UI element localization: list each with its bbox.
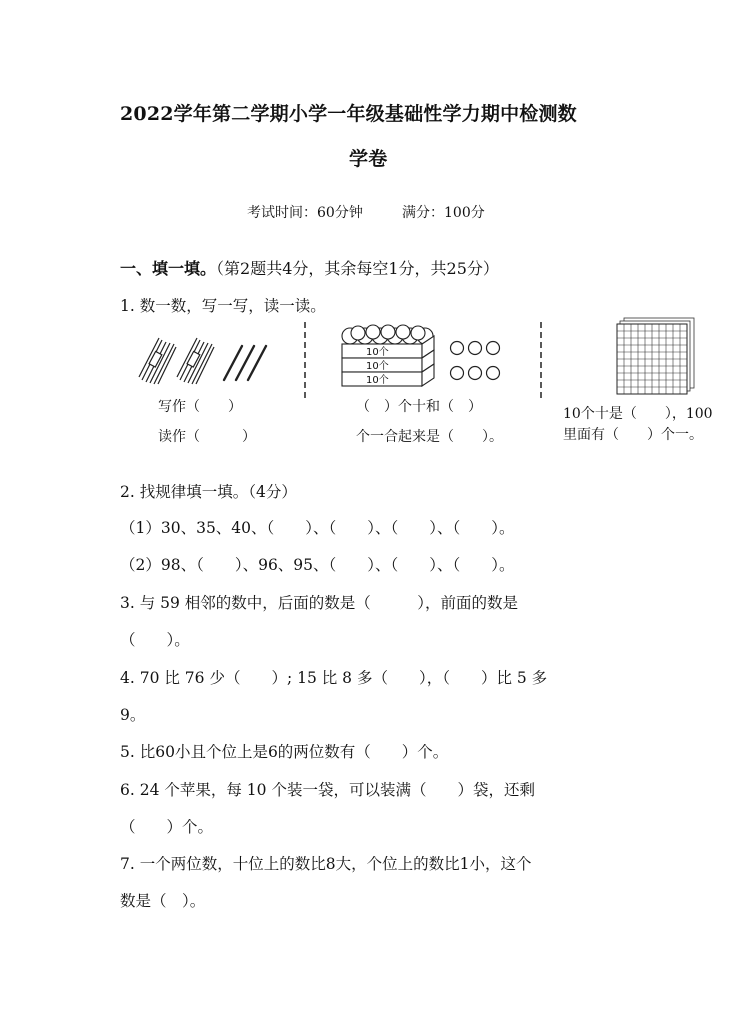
q7-line-2: 数是（ ）。 xyxy=(120,892,206,910)
box-label-3: 10个 xyxy=(366,375,389,386)
q1-read-label: 读作（ ） xyxy=(158,429,256,445)
stick-bundles-figure xyxy=(136,334,276,390)
stick-bundle-1 xyxy=(139,338,176,384)
single-sticks xyxy=(224,346,266,380)
q2-prompt: 2. 找规律填一填。（4分） xyxy=(120,483,297,501)
hundred-grid-figure xyxy=(614,316,696,396)
q2-item-2: （2）98、（ ）、96、95、（ ）、（ ）、（ ）。 xyxy=(120,556,515,574)
full-score: 满分：100分 xyxy=(402,205,485,221)
divider-dashed-1 xyxy=(302,322,308,398)
q3-line-1: 3. 与 59 相邻的数中，后面的数是（ ），前面的数是 xyxy=(120,594,519,612)
title-line-1: 2022学年第二学期小学一年级基础性学力期中检测数 xyxy=(120,103,577,125)
section-1-title: 一、填一填。 xyxy=(120,259,217,278)
q4-line-1: 4. 70 比 76 少（ ）; 15 比 8 多（ ），（ ）比 5 多 xyxy=(120,669,548,687)
section-1-heading xyxy=(120,256,499,279)
box-label-2: 10个 xyxy=(366,361,389,372)
stick-bundle-2 xyxy=(177,338,214,384)
section-1-note: （第2题共4分，其余每空1分，共25分） xyxy=(216,259,499,278)
q6-line-1: 6. 24 个苹果，每 10 个装一袋，可以装满（ ）袋，还剩 xyxy=(120,781,535,799)
title-line-2: 学卷 xyxy=(349,148,388,170)
box-label-1: 10个 xyxy=(366,347,389,358)
q2-item-1: （1）30、35、40、（ ）、（ ）、（ ）、（ ）。 xyxy=(120,519,515,537)
q5-line-1: 5. 比60小且个位上是6的两位数有（ ）个。 xyxy=(120,743,449,761)
q7-line-1: 7. 一个两位数，十位上的数比8大，个位上的数比1小，这个 xyxy=(120,855,532,873)
loose-balls xyxy=(451,342,500,380)
q1-mid-line-2: 个一合起来是（ ）。 xyxy=(356,429,503,445)
q1-mid-line-1: （ ）个十和（ ） xyxy=(356,399,482,415)
balls-on-box xyxy=(342,325,433,344)
q1-write-label: 写作（ ） xyxy=(158,399,242,415)
exam-time: 考试时间：60分钟 xyxy=(247,205,363,221)
q1-right-line-2: 里面有（ ）个一。 xyxy=(563,427,703,443)
q4-line-2: 9。 xyxy=(120,706,146,724)
q6-line-2: （ ）个。 xyxy=(120,818,214,836)
q1-prompt: 1. 数一数，写一写，读一读。 xyxy=(120,297,326,315)
divider-dashed-2 xyxy=(538,322,544,398)
q1-right-line-1: 10个十是（ ），100 xyxy=(563,406,713,422)
ball-boxes-figure xyxy=(338,322,508,392)
q3-line-2: （ ）。 xyxy=(120,631,190,649)
